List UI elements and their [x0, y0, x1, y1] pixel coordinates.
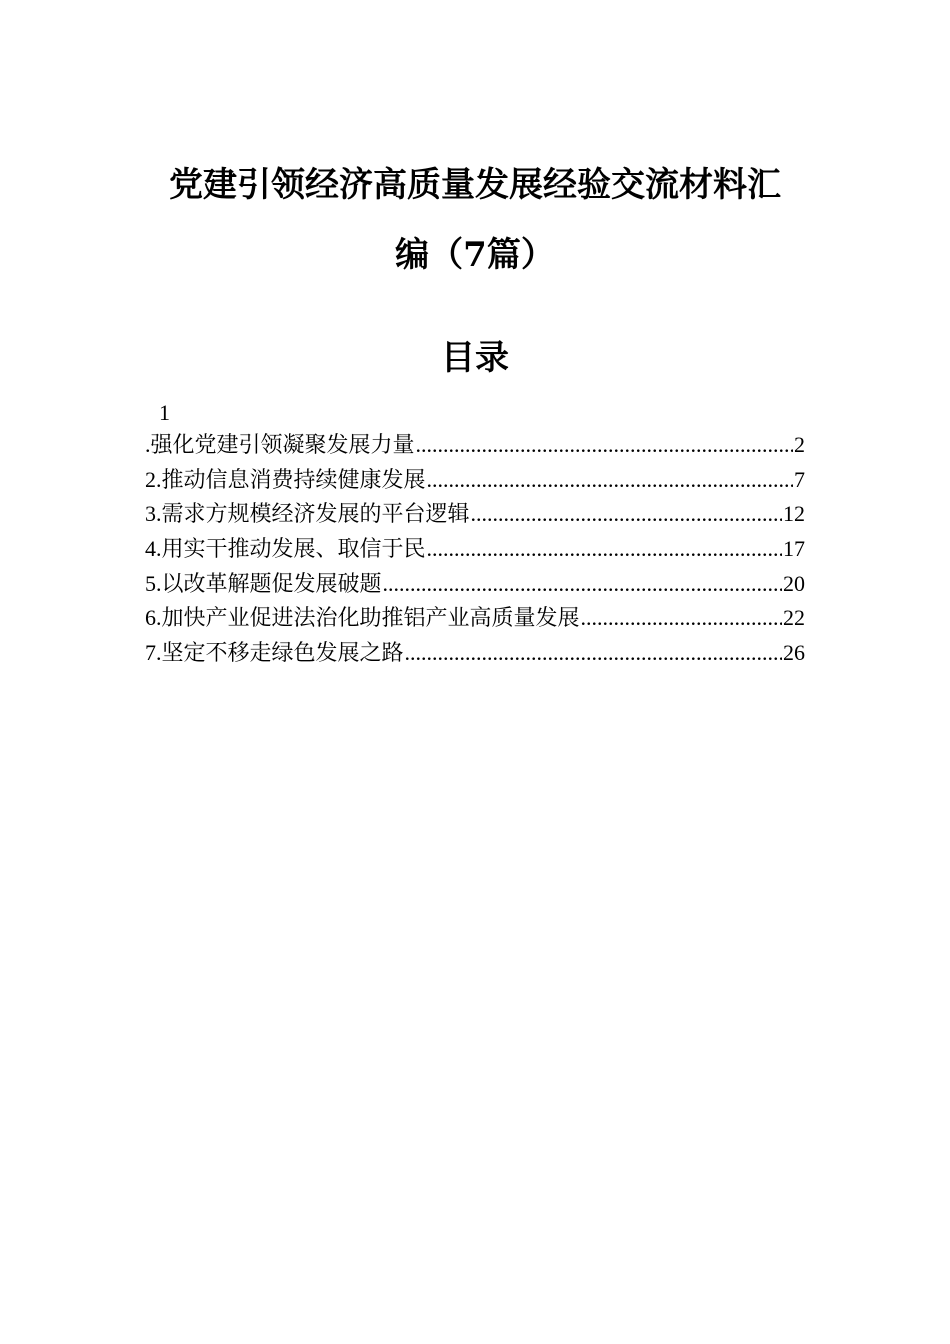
table-of-contents [145, 398, 805, 671]
toc-entry-number: 7. [145, 640, 162, 666]
toc-dot-leader [416, 428, 793, 463]
toc-entry-title: 坚定不移走绿色发展之路 [161, 641, 404, 667]
toc-dot-leader [581, 601, 782, 636]
toc-entry-title: 加快产业促进法治化助推铝产业高质量发展 [161, 606, 580, 632]
toc-entry-title: 强化党建引领凝聚发展力量 [150, 433, 415, 458]
toc-entry-page: 12 [783, 501, 805, 527]
document-title-line-1: 党建引领经济高质量发展经验交流材料汇 [169, 165, 781, 205]
toc-dot-leader [405, 636, 782, 671]
toc-dot-leader [383, 567, 782, 602]
toc-dot-leader [427, 532, 782, 567]
toc-entry[interactable] [145, 532, 805, 567]
toc-entry-page: 20 [783, 570, 805, 596]
toc-entry-title: 推动信息消费持续健康发展 [161, 467, 426, 493]
toc-entry[interactable] [145, 636, 805, 671]
toc-entry-page: 26 [783, 640, 805, 666]
toc-entry-page: 22 [783, 605, 805, 631]
toc-dot-leader [471, 497, 782, 532]
toc-entry-title: 用实干推动发展、取信于民 [161, 537, 426, 563]
toc-entry[interactable] [145, 567, 805, 602]
toc-entry[interactable] [145, 463, 805, 498]
toc-heading: 目录 [441, 338, 509, 378]
toc-entry[interactable] [145, 497, 805, 532]
toc-first-entry-number: 1 [159, 400, 170, 425]
toc-entry-number: 3. [145, 501, 162, 527]
toc-entry[interactable] [145, 601, 805, 636]
toc-entry-title: 需求方规模经济发展的平台逻辑 [161, 502, 470, 528]
toc-entry-page: 17 [783, 536, 805, 562]
toc-entry[interactable] [145, 428, 805, 463]
toc-entry-title: 以改革解题促发展破题 [161, 571, 382, 597]
document-title-line-2: 编（7篇） [395, 235, 555, 275]
toc-dot-leader [427, 463, 793, 498]
toc-entry-number: 4. [145, 536, 162, 562]
toc-entry-number: 5. [145, 570, 162, 596]
toc-entry-page: 7 [794, 466, 805, 492]
toc-entry-number: 2. [145, 466, 162, 492]
toc-entry-number: 6. [145, 605, 162, 631]
toc-entry-number: . [145, 432, 151, 457]
toc-entry-page: 2 [794, 432, 805, 457]
